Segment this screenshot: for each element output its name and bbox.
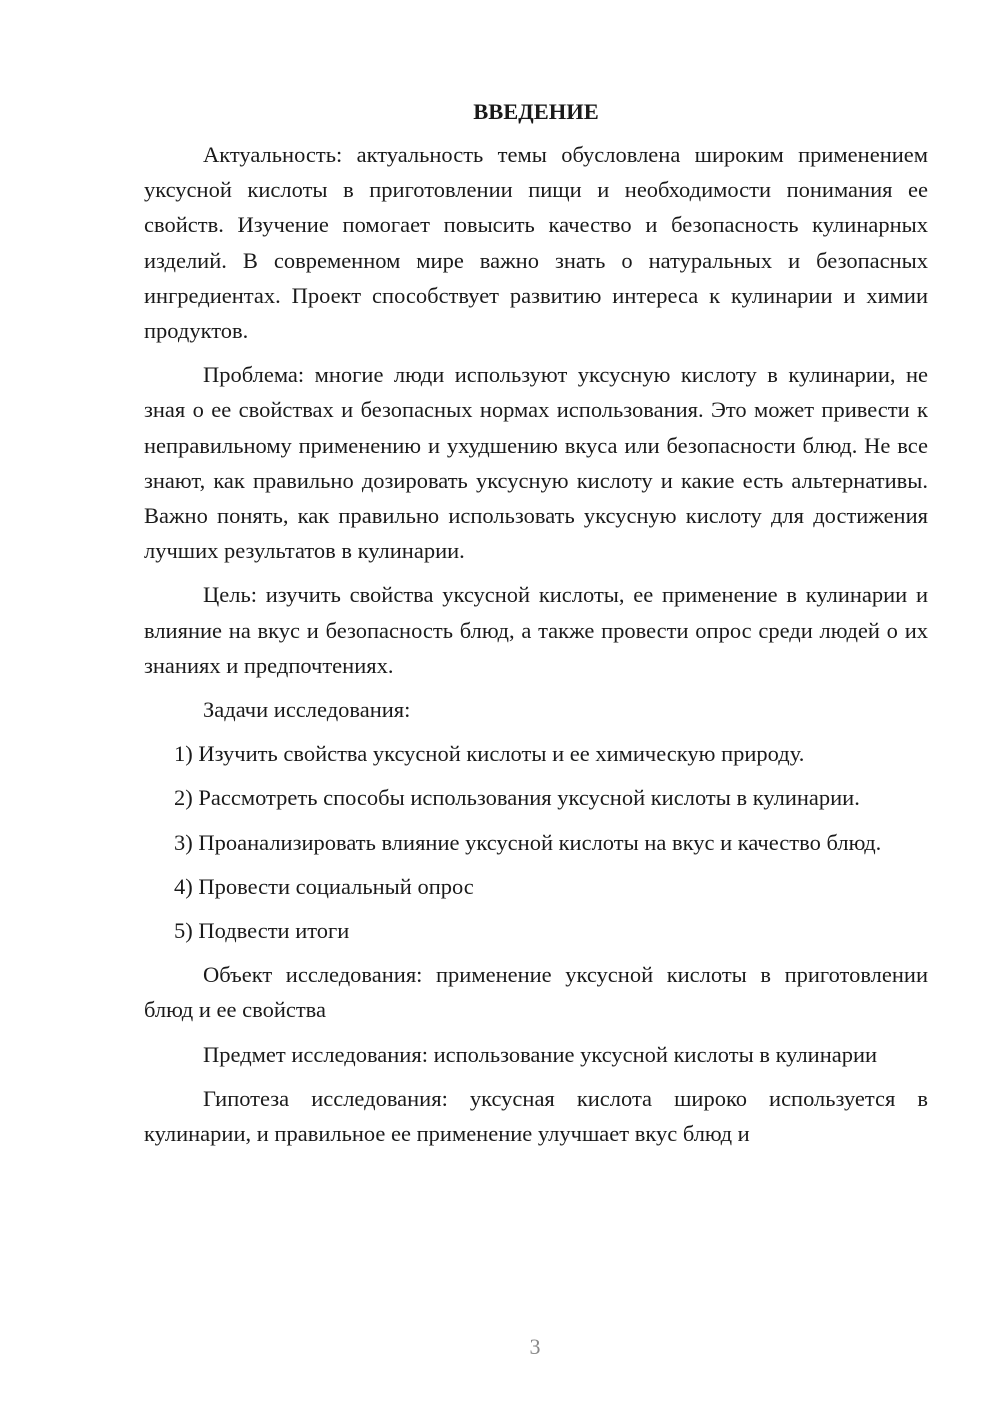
paragraph-relevance: Актуальность: актуальность темы обусловлена широким применением уксусной кислоты в приготовлении пищи и необходимости понимания ее свойств. Изучение помогает повысить качество и безопасность кулинарных изделий. В современном мире важно знать о натуральных и безопасных ингредиентах. Проект способствует развитию интереса к кулинарии и химии продуктов.	[144, 142, 928, 344]
task-item: 1) Изучить свойства уксусной кислоты и ее химическую природу.	[174, 741, 805, 767]
paragraph-problem: Проблема: многие люди используют уксусную кислоту в кулинарии, не зная о ее свойствах и безопасных нормах использования. Это может привести к неправильному применению и ухудшению вкуса или безопасности блюд. Не все знают, как правильно дозировать уксусную кислоту и какие есть альтернативы. Важно понять, как правильно использовать уксусную кислоту для достижения лучших результатов в кулинарии.	[144, 362, 928, 564]
paragraph-subject: Предмет исследования: использование уксусной кислоты в кулинарии	[203, 1041, 878, 1067]
task-item: 5) Подвести итоги	[174, 918, 350, 944]
paragraph-hypothesis: Гипотеза исследования: уксусная кислота широко используется в кулинарии, и правильное ее применение улучшает вкус блюд и	[144, 1085, 928, 1147]
section-title: ВВЕДЕНИЕ	[473, 99, 599, 124]
paragraph-object: Объект исследования: применение уксусной кислоты в приготовлении блюд и ее свойства	[144, 962, 928, 1023]
paragraph-goal: Цель: изучить свойства уксусной кислоты, ее применение в кулинарии и влияние на вкус и безопасность блюд, а также провести опрос среди людей о их знаниях и предпочтениях.	[144, 582, 928, 678]
document-page	[144, 96, 928, 1160]
task-item: 2) Рассмотреть способы использования уксусной кислоты в кулинарии.	[174, 785, 860, 811]
task-item: 4) Провести социальный опрос	[174, 873, 474, 899]
task-item: 3) Проанализировать влияние уксусной кислоты на вкус и качество блюд.	[174, 829, 882, 855]
page-number: 3	[529, 1334, 541, 1359]
paragraph-tasks-heading: Задачи исследования:	[203, 697, 411, 723]
